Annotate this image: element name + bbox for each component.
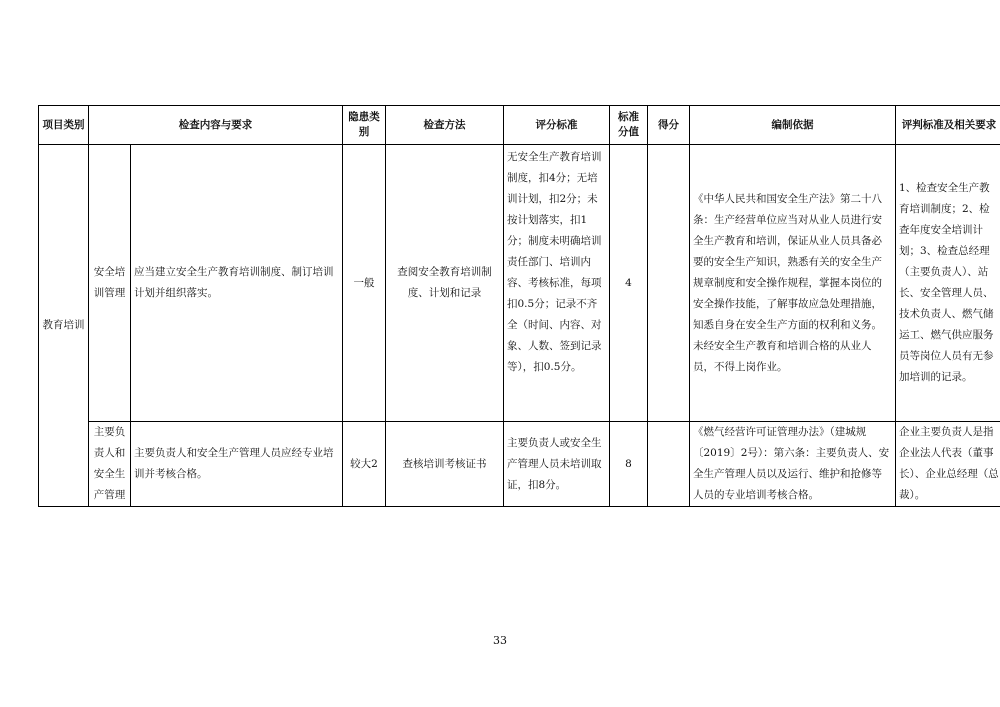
scoring-cell: 主要负责人或安全生产管理人员未培训取证，扣8分。 <box>504 422 610 507</box>
header-standard-score: 标准分值 <box>610 106 648 145</box>
header-content: 检查内容与要求 <box>89 106 343 145</box>
criteria-cell: 1、检查安全生产教育培训制度；2、检查年度安全培训计划；3、检查总经理（主要负责人）、站长、安全管理人员、技术负责人、燃气储运工、燃气供应服务员等岗位人员有无参加培训的记录。 <box>896 145 1000 422</box>
header-score: 得分 <box>648 106 690 145</box>
criteria-cell: 企业主要负责人是指企业法人代表（董事长）、企业总经理（总裁）。 <box>896 422 1000 507</box>
basis-cell: 《中华人民共和国安全生产法》第二十八条：生产经营单位应当对从业人员进行安全生产教育和培训，保证从业人员具备必要的安全生产知识，熟悉有关的安全生产规章制度和安全操作规程，掌握本岗位的安全操作技能，了解事故应急处理措施，知悉自身在安全生产方面的权利和义务。未经安全生产教育和培训合格的从业人员，不得上岗作业。 <box>690 145 896 422</box>
item-cell: 安全培训管理 <box>89 145 131 422</box>
inspection-table <box>38 105 1000 507</box>
standard-score-cell: 8 <box>610 422 648 507</box>
method-cell: 查阅安全教育培训制度、计划和记录 <box>386 145 504 422</box>
header-hazard: 隐患类别 <box>343 106 386 145</box>
score-cell <box>648 422 690 507</box>
requirement-cell: 应当建立安全生产教育培训制度、制订培训计划并组织落实。 <box>131 145 343 422</box>
table-row <box>39 145 1000 422</box>
score-cell <box>648 145 690 422</box>
category-cell: 教育培训 <box>39 145 89 507</box>
method-cell: 查核培训考核证书 <box>386 422 504 507</box>
header-scoring: 评分标准 <box>504 106 610 145</box>
hazard-cell: 较大2 <box>343 422 386 507</box>
scoring-cell: 无安全生产教育培训制度，扣4分；无培训计划，扣2分；未按计划落实，扣1分；制度未明确培训责任部门、培训内容、考核标准，每项扣0.5分；记录不齐全（时间、内容、对象、人数、签到记录等），扣0.5分。 <box>504 145 610 422</box>
standard-score-cell: 4 <box>610 145 648 422</box>
header-category: 项目类别 <box>39 106 89 145</box>
header-basis: 编制依据 <box>690 106 896 145</box>
table-row <box>39 422 1000 507</box>
requirement-cell: 主要负责人和安全生产管理人员应经专业培训并考核合格。 <box>131 422 343 507</box>
basis-cell: 《燃气经营许可证管理办法》（建城规〔2019〕2号）：第六条：主要负责人、安全生产管理人员以及运行、维护和抢修等人员的专业培训考核合格。 <box>690 422 896 507</box>
item-cell: 主要负责人和安全生产管理 <box>89 422 131 507</box>
header-criteria: 评判标准及相关要求 <box>896 106 1000 145</box>
page-number: 33 <box>493 634 507 647</box>
table-header-row <box>39 106 1000 145</box>
hazard-cell: 一般 <box>343 145 386 422</box>
header-method: 检查方法 <box>386 106 504 145</box>
